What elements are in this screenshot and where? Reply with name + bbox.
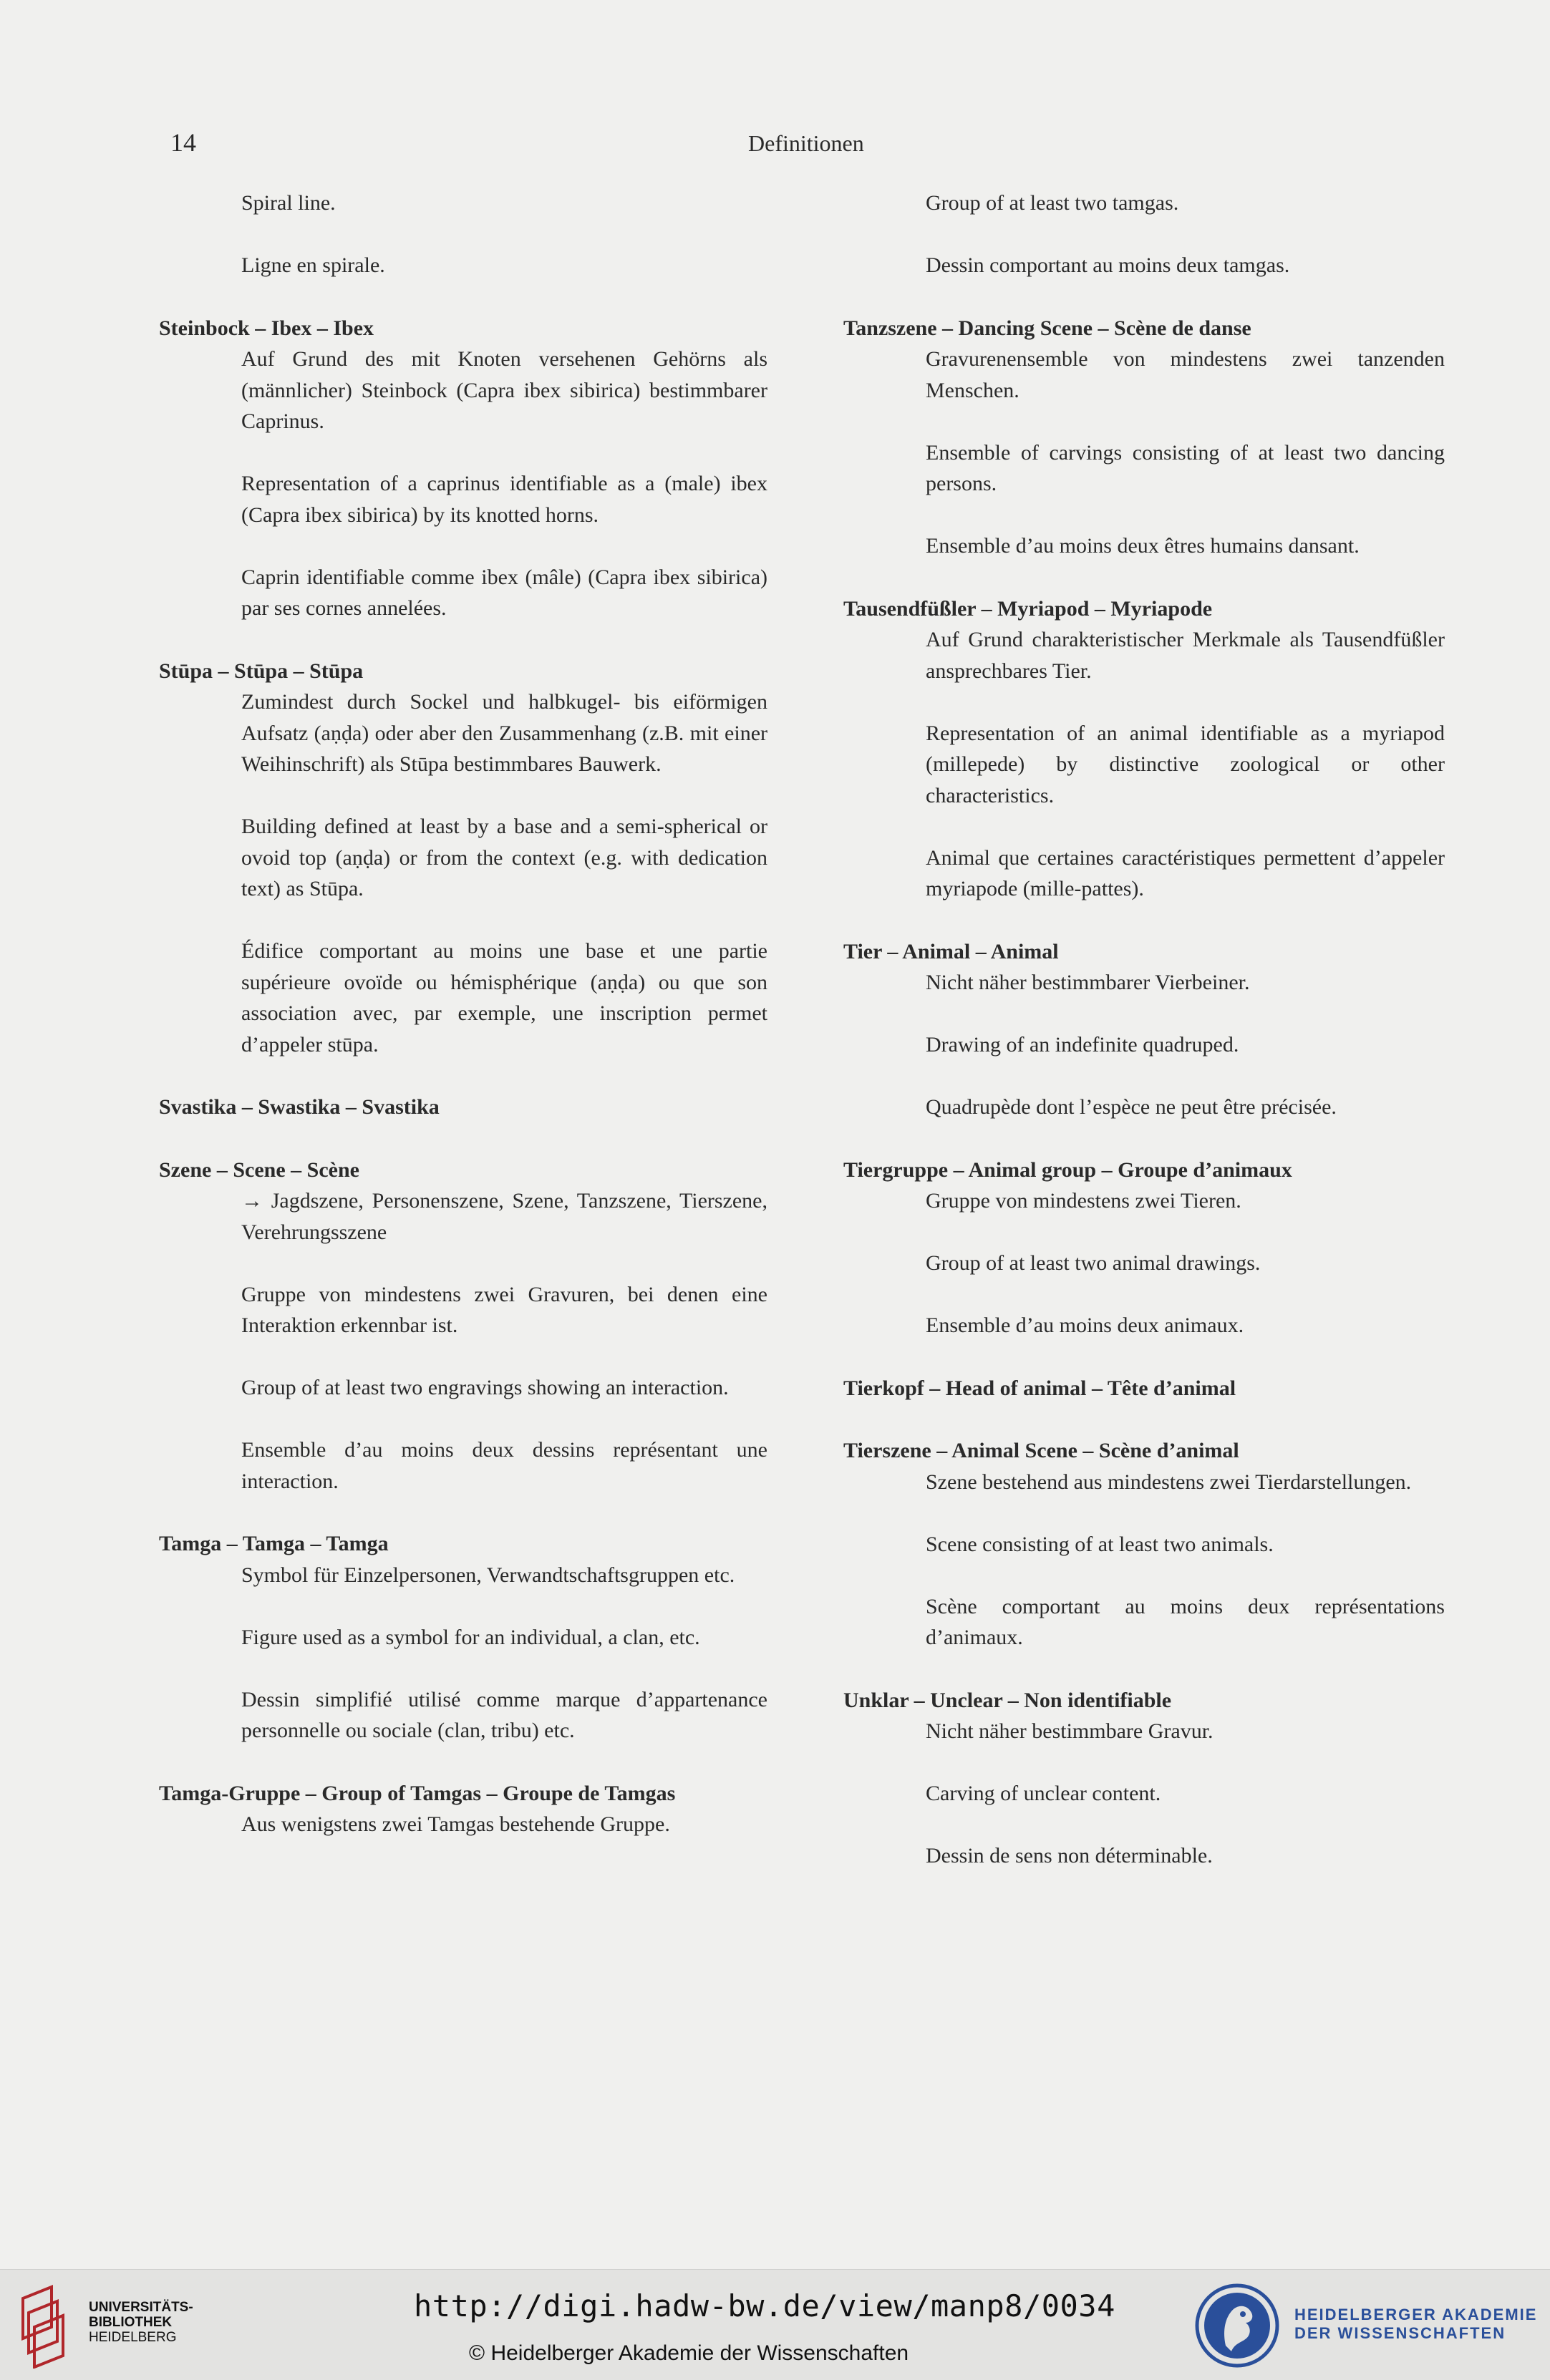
definition-text: Ligne en spirale.: [241, 253, 385, 277]
definition-text: Auf Grund des mit Knoten versehenen Gehörns als (männlicher) Steinbock (Capra ibex sibirica) bestimmbarer Caprinus.: [241, 347, 767, 433]
glossary-entry: [843, 593, 1445, 905]
academy-line: HEIDELBERGER AKADEMIE: [1294, 2306, 1538, 2323]
glossary-entry: [843, 1685, 1445, 1872]
definition-text: Drawing of an indefinite quadruped.: [926, 1033, 1239, 1057]
definition-text: Dessin de sens non déterminable.: [926, 1844, 1213, 1867]
definition-text: Nicht näher bestimmbarer Vierbeiner.: [926, 971, 1250, 994]
continued-entry: [843, 188, 1445, 281]
entry-heading: Tiergruppe – Animal group – Groupe d’animaux: [843, 1157, 1292, 1182]
viewer-footer: [0, 2269, 1550, 2380]
definition-text: Building defined at least by a base and a semi-spherical or ovoid top (aṇḍa) or from the context (e.g. with dedication text) as Stūpa.: [241, 815, 767, 900]
glossary-entry: [159, 1528, 767, 1747]
definition-text: Figure used as a symbol for an individual, a clan, etc.: [241, 1625, 700, 1649]
entry-heading: Svastika – Swastika – Svastika: [159, 1095, 440, 1119]
entry-heading: Tamga – Tamga – Tamga: [159, 1532, 389, 1555]
definition-text: Ensemble of carvings consisting of at least two dancing persons.: [926, 440, 1445, 495]
library-line: BIBLIOTHEK: [89, 2315, 173, 2330]
definition-text: Group of at least two animal drawings.: [926, 1251, 1261, 1275]
entry-heading: Tausendfüßler – Myriapod – Myriapode: [843, 596, 1213, 621]
definition-text: Animal que certaines caractéristiques permettent d’appeler myriapode (mille-pattes).: [926, 845, 1445, 900]
library-line: HEIDELBERG: [89, 2330, 177, 2345]
glossary-entry: [159, 313, 767, 624]
definition-text: Nicht näher bestimmbare Gravur.: [926, 1719, 1214, 1743]
definition-text: Gruppe von mindestens zwei Tieren.: [926, 1189, 1241, 1213]
glossary-entry: [843, 1373, 1445, 1404]
definition-text: Gravurenensemble von mindestens zwei tanzenden Menschen.: [926, 347, 1445, 402]
glossary-entry: [159, 1155, 767, 1497]
right-column: [843, 188, 1445, 1903]
continued-entry: [159, 188, 767, 281]
entry-heading: Szene – Scene – Scène: [159, 1157, 359, 1182]
definition-text: Szene bestehend aus mindestens zwei Tierdarstellungen.: [926, 1470, 1412, 1494]
entry-heading: Tierszene – Animal Scene – Scène d’animal: [843, 1439, 1239, 1462]
university-library-logo-icon[interactable]: [16, 2284, 80, 2369]
glossary-entry: [159, 656, 767, 1061]
entry-heading: Unklar – Unclear – Non identifiable: [843, 1688, 1172, 1712]
definition-text: Quadrupède dont l’espèce ne peut être précisée.: [926, 1095, 1337, 1119]
entry-heading: Tier – Animal – Animal: [843, 939, 1059, 963]
entry-heading: Steinbock – Ibex – Ibex: [159, 316, 374, 340]
glossary-entry: [843, 1435, 1445, 1653]
definition-text: Aus wenigstens zwei Tamgas bestehende Gruppe.: [241, 1812, 670, 1836]
entry-heading: Tierkopf – Head of animal – Tête d’animal: [843, 1376, 1236, 1400]
left-column: [159, 188, 767, 1872]
glossary-entry: [843, 936, 1445, 1123]
definition-text: Scene consisting of at least two animals.: [926, 1532, 1274, 1556]
glossary-entry: [159, 1778, 767, 1840]
academy-name: [1294, 2306, 1537, 2343]
definition-text: Carving of unclear content.: [926, 1782, 1161, 1805]
permalink-url[interactable]: http://digi.hadw-bw.de/view/manp8/0034: [414, 2288, 1115, 2323]
definition-text: Group of at least two tamgas.: [926, 191, 1179, 215]
academy-seal-icon[interactable]: [1194, 2283, 1280, 2369]
definition-text: Dessin comportant au moins deux tamgas.: [926, 253, 1290, 277]
definition-text: Dessin simplifié utilisé comme marque d’appartenance personnelle ou sociale (clan, tribu) etc.: [241, 1687, 767, 1742]
definition-text: Ensemble d’au moins deux animaux.: [926, 1313, 1244, 1337]
definition-text: Representation of a caprinus identifiable as a (male) ibex (Capra ibex sibirica) by its knotted horns.: [241, 472, 767, 527]
definition-text: Zumindest durch Sockel und halbkugel- bis eiförmigen Aufsatz (aṇḍa) oder aber den Zusammenhang (z.B. mit einer Weihinschrift) als Stūpa bestimmbares Bauwerk.: [241, 690, 767, 776]
definition-text: Édifice comportant au moins une base et une partie supérieure ovoïde ou hémisphérique (aṇḍa) ou que son association avec, par exemple, une inscription permet d’appeler stūpa.: [241, 939, 767, 1057]
glossary-entry: [159, 1092, 767, 1123]
running-head: Definitionen: [748, 130, 864, 156]
definition-text: Spiral line.: [241, 191, 336, 215]
cross-reference: → Jagdszene, Personenszene, Szene, Tanzszene, Tierszene, Verehrungsszene: [241, 1189, 767, 1244]
glossary-entry: [843, 1155, 1445, 1341]
entry-heading: Tanzszene – Dancing Scene – Scène de danse: [843, 316, 1251, 340]
definition-text: Auf Grund charakteristischer Merkmale als Tausendfüßler ansprechbares Tier.: [926, 628, 1445, 683]
entry-heading: Tamga-Gruppe – Group of Tamgas – Groupe de Tamgas: [159, 1781, 676, 1805]
library-line: UNIVERSITÄTS-: [89, 2300, 193, 2315]
entry-heading: Stūpa – Stūpa – Stūpa: [159, 659, 364, 683]
page-number: 14: [170, 128, 196, 157]
glossary-entry: [843, 313, 1445, 562]
definition-text: Ensemble d’au moins deux êtres humains dansant.: [926, 534, 1360, 558]
definition-text: Symbol für Einzelpersonen, Verwandtschaftsgruppen etc.: [241, 1563, 735, 1587]
definition-text: Ensemble d’au moins deux dessins représentant une interaction.: [241, 1438, 767, 1493]
definition-text: Representation of an animal identifiable as a myriapod (millepede) by distinctive zoological or other characteristics.: [926, 721, 1445, 807]
definition-text: Scène comportant au moins deux représentations d’animaux.: [926, 1594, 1445, 1649]
definition-text: Caprin identifiable comme ibex (mâle) (Capra ibex sibirica) par ses cornes annelées.: [241, 565, 767, 620]
definition-text: Gruppe von mindestens zwei Gravuren, bei denen eine Interaktion erkennbar ist.: [241, 1282, 767, 1337]
academy-line: DER WISSENSCHAFTEN: [1294, 2324, 1506, 2342]
university-library-name: [89, 2300, 193, 2345]
copyright-notice: © Heidelberger Akademie der Wissenschaften: [469, 2341, 909, 2365]
definition-text: Group of at least two engravings showing an interaction.: [241, 1376, 729, 1399]
